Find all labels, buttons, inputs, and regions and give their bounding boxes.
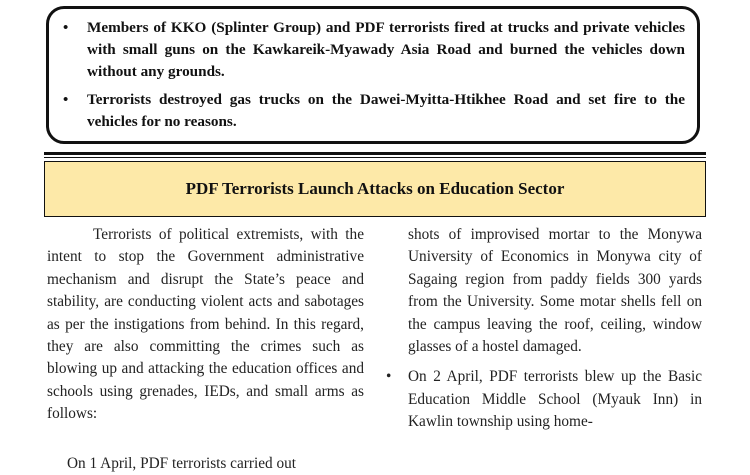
divider-thin: [44, 157, 706, 158]
left-column: [47, 224, 364, 426]
left-column-cut-line: On 1 April, PDF terrorists carried out: [67, 455, 296, 472]
incident-text: On 2 April, PDF terrorists blew up the Basic Education Middle School (Myauk Inn) in Kawlin township using home-: [408, 368, 702, 431]
summary-bullet-box: [46, 6, 700, 144]
summary-bullet-item: [63, 89, 685, 133]
summary-bullet-item: [63, 17, 685, 83]
bullet-dot-icon: •: [386, 368, 392, 386]
bullet-dot-icon: •: [63, 20, 69, 36]
section-heading: PDF Terrorists Launch Attacks on Education Sector: [185, 179, 565, 198]
summary-bullet-list: [63, 17, 685, 133]
divider-thick: [44, 152, 706, 155]
intro-paragraph: Terrorists of political extremists, with the intent to stop the Government administrative mechanism and disrupt the State’s peace and stability, are conducting violent acts and sabotages as per the instigations from behind. In this regard, they are also committing the crimes such as blowing up and attacking the education offices and schools using grenades, IEDs, and small arms as follows:: [47, 226, 364, 423]
section-heading-banner: [44, 161, 706, 217]
continuation-paragraph: shots of improvised mortar to the Monywa University of Economics in Monywa city of Sagaing region from paddy fields 300 yards from the University. Some motar shells fell on the campus leaving the roof, ceiling, window glasses of a hostel damaged.: [408, 226, 702, 356]
summary-bullet-text: Members of KKO (Splinter Group) and PDF terrorists fired at trucks and private vehicles with small guns on the Kawkareik-Myawady Asia Road and burned the vehicles down without any grounds.: [87, 19, 685, 80]
right-column: [386, 224, 702, 434]
incident-list: [386, 366, 702, 433]
incident-list-item: [386, 366, 702, 433]
bullet-dot-icon: •: [63, 92, 69, 108]
summary-bullet-text: Terrorists destroyed gas trucks on the Dawei-Myitta-Htikhee Road and set fire to the vehicles for no reasons.: [87, 91, 685, 130]
